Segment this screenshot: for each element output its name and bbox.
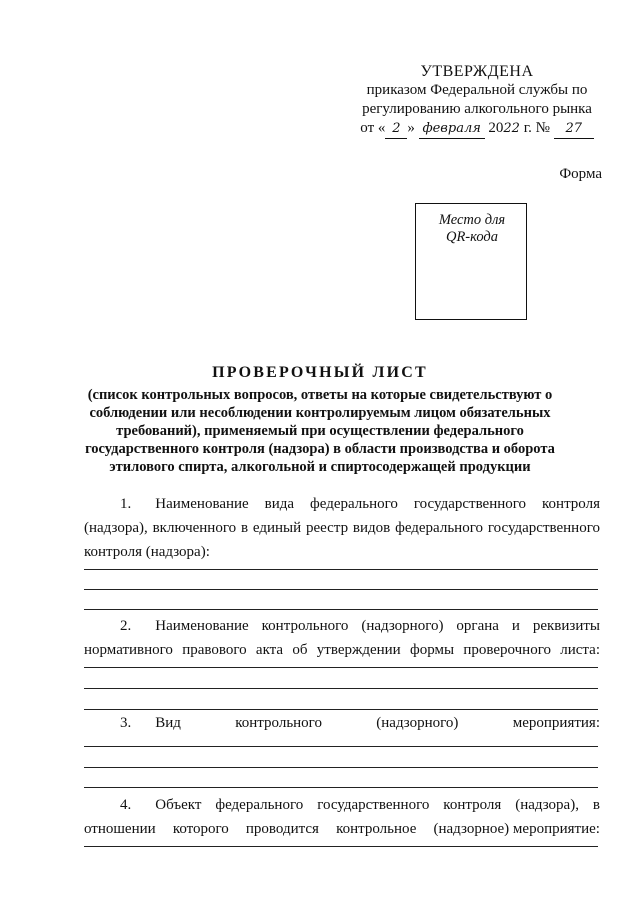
subtitle-line: государственного контроля (надзора) в области производства и оборота bbox=[85, 441, 555, 457]
answer-line bbox=[84, 746, 598, 747]
subtitle-line: (список контрольных вопросов, ответы на которые свидетельствуют о bbox=[87, 387, 553, 403]
approval-block bbox=[352, 62, 602, 139]
date-mid: » bbox=[407, 120, 415, 136]
approval-line-1: приказом Федеральной службы по bbox=[366, 82, 588, 98]
year-tail: г. № bbox=[523, 120, 550, 136]
item-text: нормативного правового акта об утверждении формы проверочного листа: bbox=[84, 642, 600, 658]
answer-line bbox=[84, 569, 598, 570]
qr-code-placeholder bbox=[415, 203, 527, 320]
item-number: 3. bbox=[120, 715, 132, 731]
document-title: ПРОВЕРОЧНЫЙ ЛИСТ bbox=[212, 364, 428, 381]
item-text: Наименование контрольного (надзорного) органа и реквизиты bbox=[155, 618, 600, 634]
item-word: отношении bbox=[84, 821, 156, 837]
approval-title: УТВЕРЖДЕНА bbox=[420, 63, 534, 80]
item-number: 1. bbox=[120, 496, 132, 512]
item-number: 2. bbox=[120, 618, 132, 634]
form-item-3 bbox=[84, 711, 600, 735]
form-label: Форма bbox=[559, 166, 602, 182]
subtitle-line: соблюдении или несоблюдении контролируемым лицом обязательных bbox=[89, 405, 551, 421]
handwritten-day: 2 bbox=[385, 119, 407, 139]
document-subtitle bbox=[70, 386, 570, 476]
item-word: контрольного bbox=[235, 715, 322, 731]
answer-line bbox=[84, 846, 598, 847]
document-heading bbox=[70, 364, 570, 476]
qr-placeholder-text: Место для QR-кода bbox=[438, 212, 506, 245]
item-word: проводится bbox=[245, 821, 319, 837]
date-prefix: от « bbox=[360, 120, 386, 136]
answer-line bbox=[84, 609, 598, 610]
item-text: Наименование вида федерального государственного контроля bbox=[155, 496, 600, 512]
form-item-2 bbox=[84, 614, 600, 662]
item-word: контрольное bbox=[336, 821, 417, 837]
form-item-4 bbox=[84, 793, 600, 841]
item-text: (надзора), включенного в единый реестр видов федерального государственного bbox=[84, 520, 600, 536]
answer-line bbox=[84, 787, 598, 788]
answer-line bbox=[84, 709, 598, 710]
item-word: (надзорное) мероприятие: bbox=[433, 821, 600, 837]
item-text: контроля (надзора): bbox=[84, 544, 210, 560]
item-word: мероприятия: bbox=[512, 715, 600, 731]
subtitle-line: этилового спирта, алкогольной и спиртосодержащей продукции bbox=[109, 459, 531, 475]
item-word: которого bbox=[172, 821, 229, 837]
subtitle-line: требований), применяемый при осуществлении федерального bbox=[116, 423, 524, 439]
handwritten-month: февраля bbox=[419, 119, 485, 139]
item-text: Объект федерального государственного контроля (надзора), в bbox=[155, 797, 600, 813]
approval-line-2: регулированию алкогольного рынка bbox=[362, 101, 592, 117]
answer-line bbox=[84, 667, 598, 668]
answer-line bbox=[84, 688, 598, 689]
handwritten-order-number: 27 bbox=[554, 119, 594, 139]
item-word: Вид bbox=[155, 715, 181, 731]
answer-line bbox=[84, 589, 598, 590]
answer-line bbox=[84, 767, 598, 768]
year-prefix: 20 bbox=[488, 120, 504, 136]
item-number: 4. bbox=[120, 797, 132, 813]
handwritten-year: 22 bbox=[503, 121, 520, 136]
item-word: (надзорного) bbox=[376, 715, 459, 731]
approval-date-line bbox=[352, 119, 602, 139]
form-item-1 bbox=[84, 492, 600, 564]
